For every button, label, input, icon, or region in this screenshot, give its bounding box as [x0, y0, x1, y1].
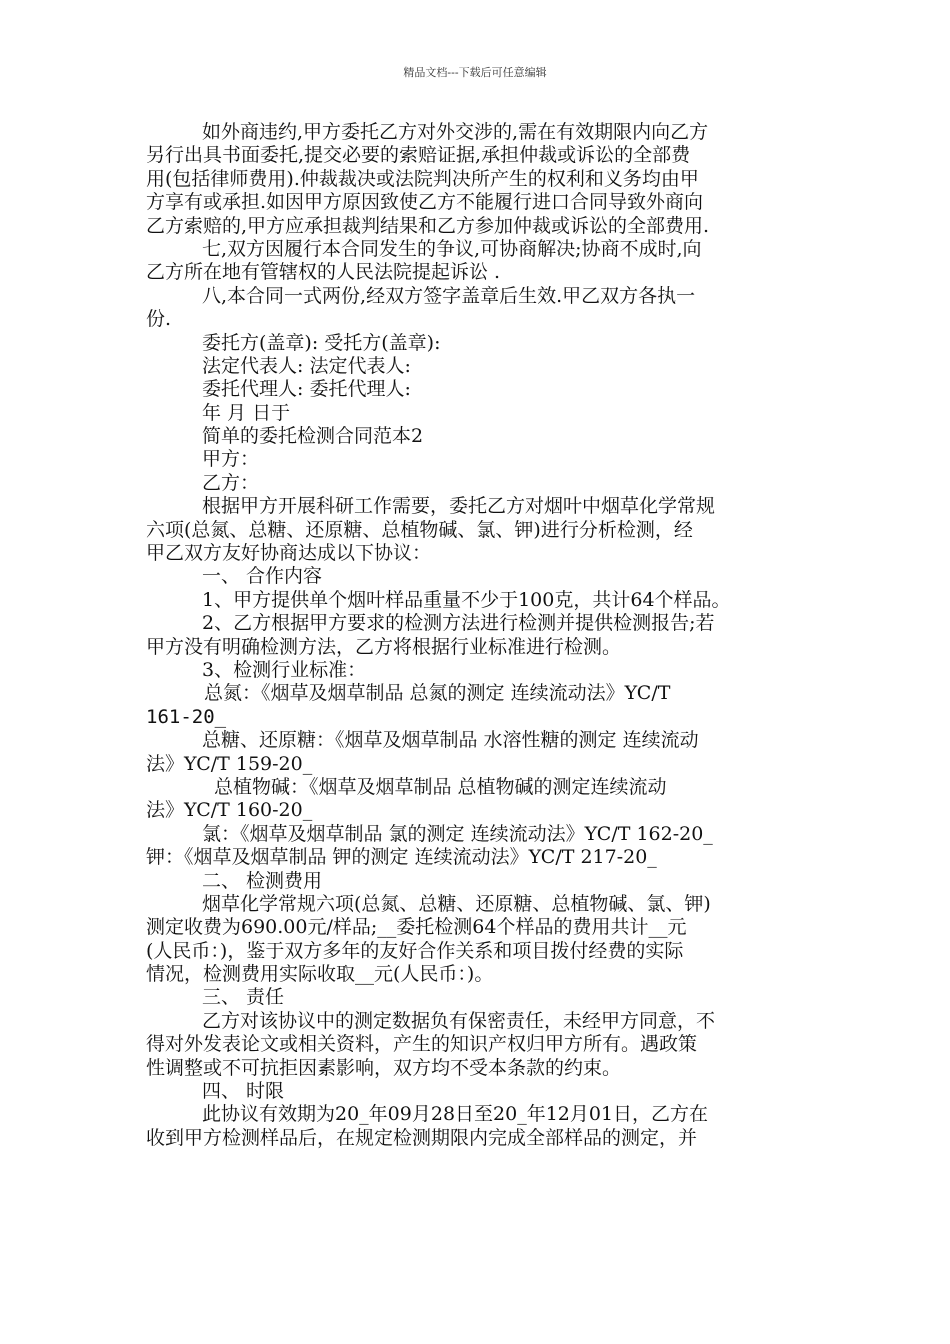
text-line: 此协议有效期为20_年09月28日至20_年12月01日，乙方在	[202, 1103, 709, 1126]
text-line: 2、乙方根据甲方要求的检测方法进行检测并提供检测报告;若	[202, 612, 715, 635]
text-line: 乙方对该协议中的测定数据负有保密责任，未经甲方同意，不	[202, 1009, 716, 1032]
text-line: 如外商违约,甲方委托乙方对外交涉的,需在有效期限内向乙方	[202, 121, 709, 143]
page-header: 精品文档---下载后可任意编辑	[403, 66, 547, 79]
text-line: 年 月 日于	[202, 401, 291, 424]
text-line: 收到甲方检测样品后，在规定检测期限内完成全部样品的测定，并	[146, 1126, 698, 1149]
text-line: 方享有或承担.如因甲方原因致使乙方不能履行进口合同导致外商向	[146, 191, 704, 214]
text-line: 乙方：	[202, 471, 260, 494]
text-line: 1、甲方提供单个烟叶样品重量不少于100克，共计64个样品。	[202, 588, 731, 611]
text-line: 总植物碱：《烟草及烟草制品 总植物碱的测定连续流动	[214, 775, 667, 798]
text-line: 法》YC/T 159-20_	[146, 752, 313, 775]
text-line: 另行出具书面委托,提交必要的索赔证据,承担仲裁或诉讼的全部费	[146, 144, 691, 167]
document-body	[146, 121, 810, 1150]
text-line: 3、检测行业标准：	[202, 658, 367, 681]
text-line: 烟草化学常规六项(总氮、总糖、还原糖、总植物碱、氯、钾)	[202, 892, 711, 915]
text-line: 法定代表人: 法定代表人:	[202, 354, 411, 377]
text-line: 八,本合同一式两份,经双方签字盖章后生效.甲乙双方各执一	[202, 284, 696, 307]
text-line: 情况，检测费用实际收取__元(人民币：)。	[146, 963, 494, 986]
text-line: 法》YC/T 160-20_	[146, 799, 313, 822]
text-line: 钾：《烟草及烟草制品 钾的测定 连续流动法》YC/T 217-20_	[146, 846, 657, 869]
text-line: 委托方(盖章): 受托方(盖章):	[202, 331, 441, 354]
text-line: 乙方索赔的,甲方应承担裁判结果和乙方参加仲裁或诉讼的全部费用.	[146, 214, 710, 237]
section-heading: 三、 责任	[202, 986, 285, 1009]
text-line: (人民币：)，鉴于双方多年的友好合作关系和项目拨付经费的实际	[146, 939, 684, 962]
text-line: 测定收费为690.00元/样品;__委托检测64个样品的费用共计__元	[146, 916, 687, 939]
text-line: 得对外发表论文或相关资料，产生的知识产权归甲方所有。遇政策	[146, 1033, 698, 1056]
text-line: 甲乙双方友好协商达成以下协议：	[146, 542, 432, 565]
text-line: 乙方所在地有管辖权的人民法院提起诉讼 .	[146, 261, 501, 284]
section-heading: 一、 合作内容	[202, 565, 323, 588]
text-line: 甲方没有明确检测方法，乙方将根据行业标准进行检测。	[146, 635, 622, 658]
text-line: 份.	[146, 308, 172, 331]
section-heading: 四、 时限	[202, 1080, 285, 1103]
text-line: 简单的委托检测合同范本2	[202, 425, 424, 448]
text-line: 根据甲方开展科研工作需要，委托乙方对烟叶中烟草化学常规	[202, 495, 716, 518]
text-line: 甲方：	[202, 448, 260, 471]
text-line: 总氮：《烟草及烟草制品 总氮的测定 连续流动法》YC/T	[204, 682, 671, 705]
text-line: 七,双方因履行本合同发生的争议,可协商解决;协商不成时,向	[202, 237, 702, 260]
text-line: 性调整或不可抗拒因素影响，双方均不受本条款的约束。	[146, 1056, 622, 1079]
text-line: 六项(总氮、总糖、还原糖、总植物碱、氯、钾)进行分析检测，经	[146, 518, 693, 541]
text-line: 用(包括律师费用).仲裁裁决或法院判决所产生的权利和义务均由甲	[146, 167, 699, 190]
text-line: 氯：《烟草及烟草制品 氯的测定 连续流动法》YC/T 162-20_	[202, 822, 713, 845]
text-line: 161-20_	[146, 705, 227, 728]
text-line: 总糖、还原糖：《烟草及烟草制品 水溶性糖的测定 连续流动	[202, 729, 699, 752]
text-line: 委托代理人: 委托代理人:	[202, 378, 411, 401]
section-heading: 二、 检测费用	[202, 869, 323, 892]
